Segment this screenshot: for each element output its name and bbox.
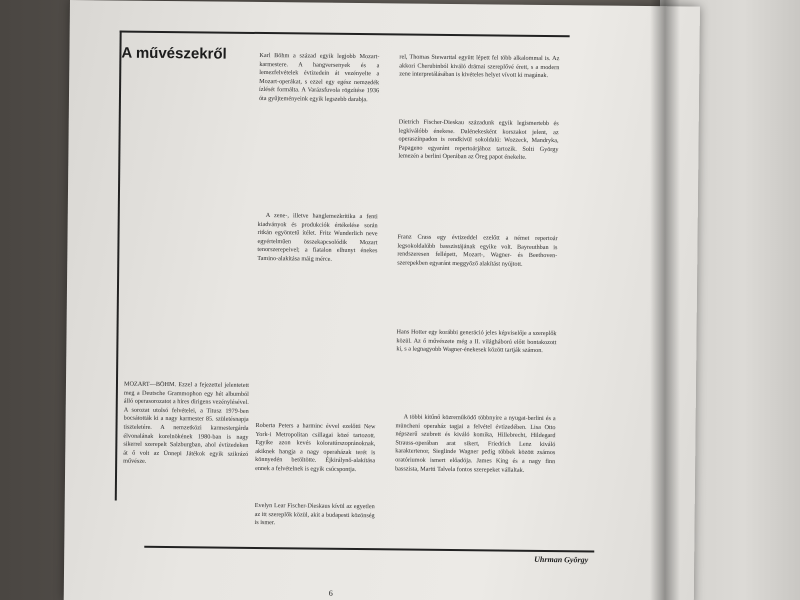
column-right-d <box>396 328 557 410</box>
paragraph-fischer-dieskau: Dietrich Fischer-Dieskau századunk egyik legismertebb és legkiválóbb énekese. Dalénekesként korszakot jelent, az operaszínpadon is rendkívül sokoldalú: Wozzeck, Mandryka, Papageno egyaránt repertoárjához tartozik. Solti György lemezén a berlini Operában az Öreg papot énekelte. <box>398 118 559 162</box>
article-title: A művészekről <box>121 44 227 63</box>
column-right-a <box>399 53 560 115</box>
column-right-e <box>394 413 555 535</box>
paragraph-mozart-bohm: MOZART—BÖHM. Ezzel a fejezettel jelentetett meg a Deutsche Grammophon egy hét albumból álló operasorozatot a híres dirigens vezénylésével. A sorozat utolsó felvételei, a Titusz 1979-ben bocsátották ki a nagy karmester 85. születésnapja tiszteletére. A nemzetközi karmestergárda élvonalának korelnökének 1980-ban is nagy sikerrel szerepelt Salzburgban, ahol évtizedeken át ő volt az Ünnepi Játékok egyik szikrázó művésze. <box>123 380 250 466</box>
column-middle-a <box>256 212 378 393</box>
column-right-c <box>397 233 558 325</box>
paragraph-hans-hotter: Hans Hotter egy korábbi generáció jeles képviselője a szereplők közül. Az ő művészete még a II. világháború előtt bontakozott ki, s a legnagyobb Wagner-énekesek között tartják számon. <box>396 328 557 355</box>
column-left-intro <box>122 381 249 537</box>
column-right-b <box>398 118 559 230</box>
column-middle-c <box>254 502 374 543</box>
magazine-page <box>64 0 700 600</box>
column-middle-b <box>255 422 376 493</box>
page-number: 6 <box>328 588 333 598</box>
paragraph-stewart: rel, Thomas Stewarttal együtt lépett fel több alkalommal is. Az akkori Cherubinból kiváló drámai szereplővé érett, s a modern zene interpretálásában is kivételes helyet vívott ki magának. <box>399 53 560 80</box>
paragraph-franz-crass: Franz Crass egy évtizeddel ezelőtt a német repertoár legsokoldalúbb basszistájának egyike volt. Bayreuthban is rendszeresen fellépett, Mozart-, Wagner- és Beethoven-szerepekben egyaránt meggyőző alakítást nyújtott. <box>397 233 558 268</box>
paragraph-evelyn-lear: Evelyn Lear Fischer-Dieskaus kívül az egyetlen az itt szereplők közül, akit a budapesti közönség is ismer. <box>254 501 375 527</box>
paragraph-roberta-peters: Roberta Peters a harminc évvel ezelőtti New York-i Metropolitan csillagai közé tartozott. Egyike azon kevés koloratúrszopránoknak, akiknek hangja a nagy operaházak terét is könnyedén betöltötte. Éjkirálynő-alakítása ennek a felvételnek is egyik csúcspontja. <box>255 421 376 473</box>
author-signature: Uhrman György <box>534 554 589 565</box>
paragraph-criticism: A zene-, illetve hanglemezkritika a fenti kiadványok és produkciók értékelése során ritkán egyöntetű ítélet. Fritz Wunderlich neve egyértelműen összekapcsolódik Mozart tenorszerepeivel; a fiatalon elhunyt énekes Tamino-alakítása máig mérce. <box>257 212 378 263</box>
top-rule <box>120 31 570 37</box>
paragraph-karl-bohm: Karl Böhm a század egyik legjobb Mozart-karmestere. A hangversenyek és a lemezfelvételek évtizedein át vezényelte a Mozart-operákat, s ezzel egy egész nemzedék ízlését formálta. A Varázsfuvola rögzítése 1936 óta gyűjteményeink egyik legszebb darabja. <box>258 51 380 104</box>
paragraph-other-performers: A többi kitűnő közreműködő többnyire a nyugat-berlini és a müncheni operaház tagjai a felvétel évtizedében. Lisa Otto népszerű szubrett és kiváló komika, Hillebrecht, Hildegard Strauss-operában arat sikert, Friedrich Lenz kiváló karaktertenor, Sieglinde Wagner pedig többek között zsámos oratóriumok ismert előadója. James King és a nagy finn basszista, Martti Talvela fontos szerepeket vállaltak. <box>395 413 556 474</box>
page-gutter-shadow <box>650 0 680 600</box>
bottom-rule <box>144 546 594 552</box>
left-vertical-rule <box>115 31 121 501</box>
